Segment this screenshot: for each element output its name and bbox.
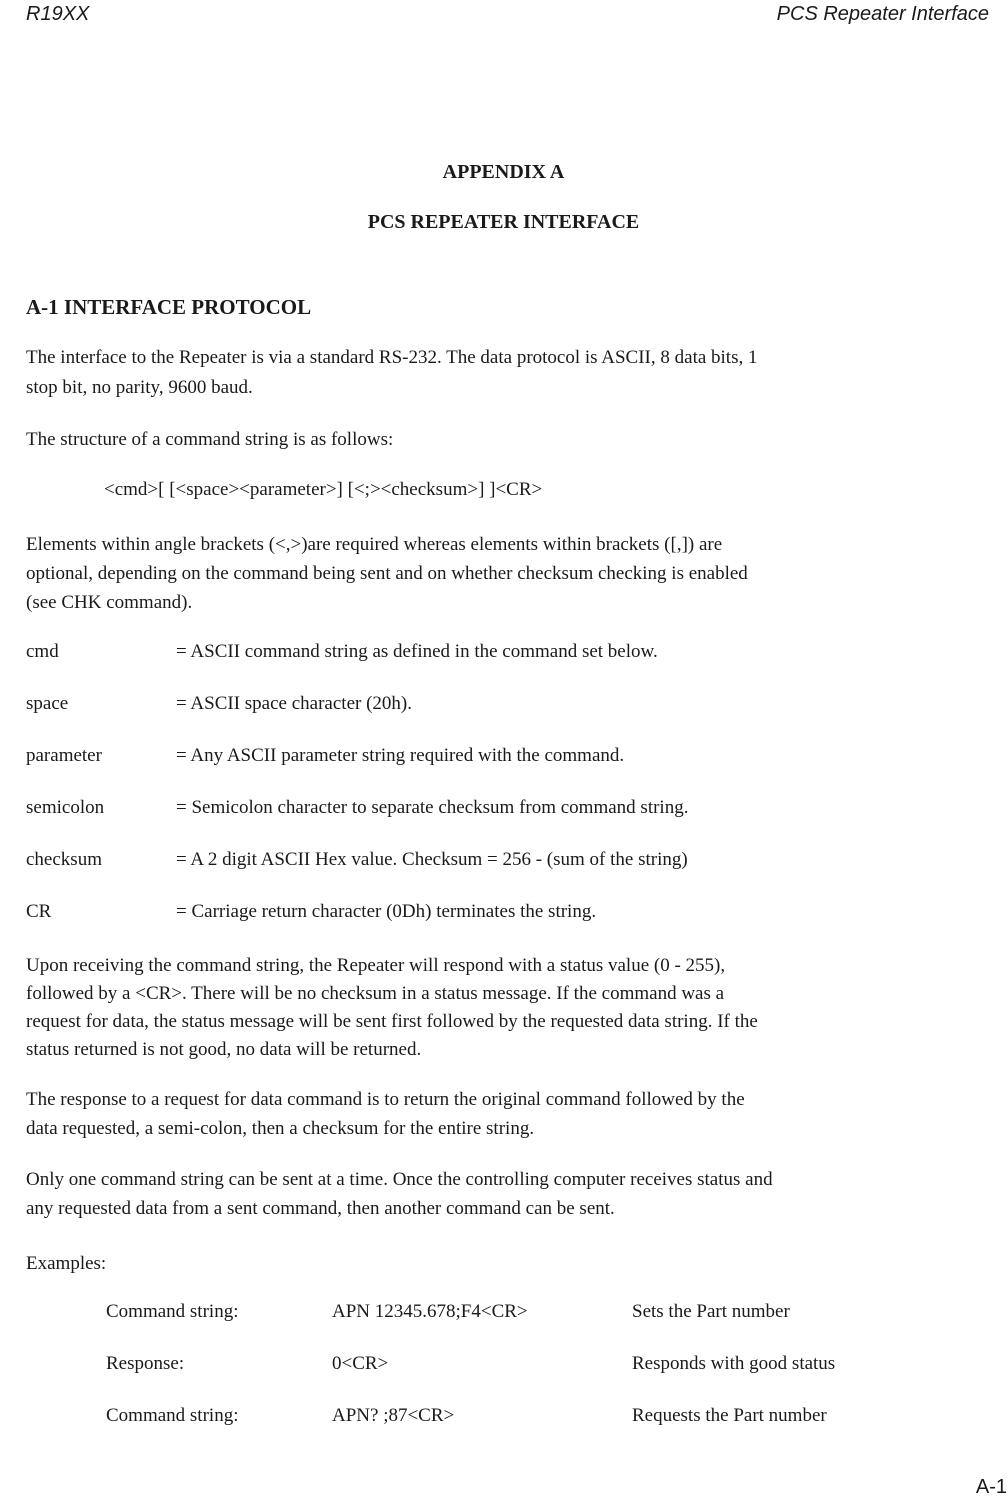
definition-term: space xyxy=(26,693,69,714)
example-value: APN? ;87<CR> xyxy=(332,1405,455,1426)
appendix-title: APPENDIX A xyxy=(442,161,565,183)
example-row xyxy=(106,1404,956,1430)
paragraph-line: data requested, a semi-colon, then a checksum for the entire string. xyxy=(26,1118,535,1139)
definition-text: = ASCII command string as defined in the command set below. xyxy=(176,641,658,662)
paragraph-line: The interface to the Repeater is via a standard RS-232. The data protocol is ASCII, 8 data bits, 1 xyxy=(26,347,758,368)
paragraph-line: The response to a request for data command is to return the original command followed by the xyxy=(26,1089,745,1110)
section-heading: A-1 INTERFACE PROTOCOL xyxy=(26,295,312,319)
definition-text: = Any ASCII parameter string required with the command. xyxy=(176,745,625,766)
paragraph-only-one xyxy=(26,1165,956,1223)
definition-term: checksum xyxy=(26,849,102,870)
header-doc-title: PCS Repeater Interface xyxy=(776,3,989,25)
example-value: APN 12345.678;F4<CR> xyxy=(332,1301,528,1322)
definition-term: CR xyxy=(26,901,52,922)
definition-term: semicolon xyxy=(26,797,105,818)
paragraph-line: Only one command string can be sent at a time. Once the controlling computer receives status and xyxy=(26,1169,773,1190)
example-label: Command string: xyxy=(106,1405,239,1426)
example-label: Response: xyxy=(106,1353,185,1374)
header-doc-code: R19XX xyxy=(26,3,90,25)
example-description: Responds with good status xyxy=(632,1353,836,1374)
example-value: 0<CR> xyxy=(332,1353,389,1374)
paragraph-line: (see CHK command). xyxy=(26,592,193,613)
paragraph-line: status returned is not good, no data will be returned. xyxy=(26,1039,422,1060)
definition-row xyxy=(26,900,926,926)
definition-row xyxy=(26,796,926,822)
paragraph-line: Elements within angle brackets (<,>)are required whereas elements within brackets ([,]) are xyxy=(26,534,723,555)
definition-text: = Semicolon character to separate checksum from command string. xyxy=(176,797,689,818)
definition-text: = Carriage return character (0Dh) terminates the string. xyxy=(176,901,597,922)
examples-label: Examples: xyxy=(26,1253,107,1274)
paragraph-response xyxy=(26,1085,956,1143)
paragraph-line: stop bit, no parity, 9600 baud. xyxy=(26,377,253,398)
definition-row xyxy=(26,848,926,874)
example-description: Sets the Part number xyxy=(632,1301,790,1322)
definition-row xyxy=(26,744,926,770)
page-number: A-1 xyxy=(975,1476,1007,1498)
definition-row xyxy=(26,640,926,666)
command-syntax: <cmd>[ [<space><parameter>] [<;><checksum>] ]<CR> xyxy=(104,479,543,500)
paragraph-line: any requested data from a sent command, then another command can be sent. xyxy=(26,1198,615,1219)
paragraph-line: optional, depending on the command being sent and on whether checksum checking is enabled xyxy=(26,563,748,584)
definition-text: = A 2 digit ASCII Hex value. Checksum = 256 - (sum of the string) xyxy=(176,849,688,870)
example-description: Requests the Part number xyxy=(632,1405,827,1426)
appendix-subtitle: PCS REPEATER INTERFACE xyxy=(367,211,640,233)
example-label: Command string: xyxy=(106,1301,239,1322)
paragraph-intro xyxy=(26,343,956,403)
definition-term: cmd xyxy=(26,641,59,662)
example-row xyxy=(106,1300,956,1326)
paragraph-structure: The structure of a command string is as follows: xyxy=(26,429,394,450)
paragraph-elements xyxy=(26,530,956,617)
definition-text: = ASCII space character (20h). xyxy=(176,693,412,714)
example-row xyxy=(106,1352,956,1378)
paragraph-line: followed by a <CR>. There will be no checksum in a status message. If the command was a xyxy=(26,983,725,1004)
paragraph-line: Upon receiving the command string, the Repeater will respond with a status value (0 - 255), xyxy=(26,955,726,976)
definition-term: parameter xyxy=(26,745,102,766)
paragraph-upon-receiving xyxy=(26,952,956,1064)
paragraph-line: request for data, the status message will be sent first followed by the requested data string. If the xyxy=(26,1011,758,1032)
definition-row xyxy=(26,692,926,718)
